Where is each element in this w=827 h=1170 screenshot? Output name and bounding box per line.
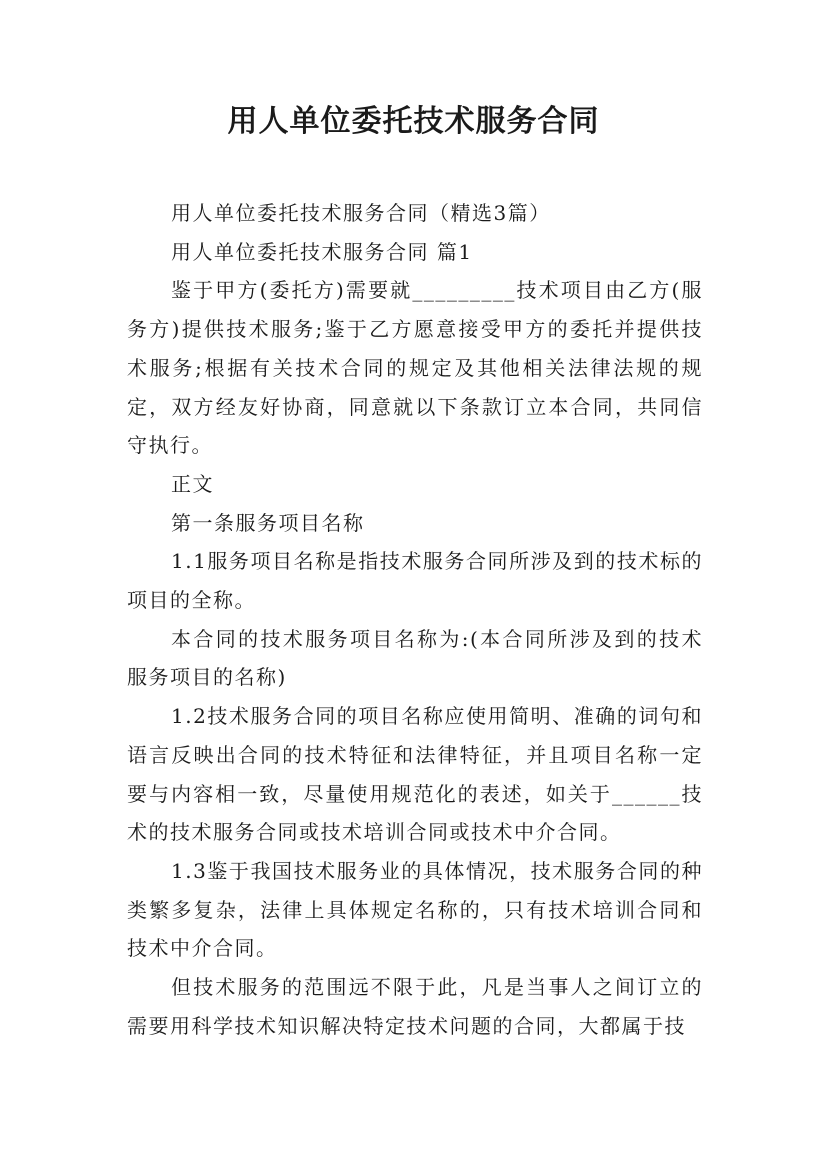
document-body [127,194,703,1045]
clause-1-1: 1.1服务项目名称是指技术服务合同所涉及到的技术标的项目的全称。 [127,549,703,613]
preamble-paragraph: 鉴于甲方(委托方)需要就_________技术项目由乙方(服务方)提供技术服务;鉴于乙方愿意接受甲方的委托并提供技术服务;根据有关技术合同的规定及其他相关法律法规的规定，双方经友好协商，同意就以下条款订立本合同，共同信守执行。 [127,278,703,458]
section-heading: 用人单位委托技术服务合同 篇1 [171,239,473,264]
clause-1-2: 1.2技术服务合同的项目名称应使用简明、准确的词句和语言反映出合同的技术特征和法律特征，并且项目名称一定要与内容相一致，尽量使用规范化的表述，如关于______技术的技术服务合同或技术培训合同或技术中介合同。 [127,704,703,845]
clause-1-3: 1.3鉴于我国技术服务业的具体情况，技术服务合同的种类繁多复杂，法律上具体规定名称的，只有技术培训合同和技术中介合同。 [127,858,703,961]
project-name-paragraph: 本合同的技术服务项目名称为:(本合同所涉及到的技术服务项目的名称) [127,626,703,690]
subtitle-paragraph: 用人单位委托技术服务合同（精选3篇） [171,201,551,225]
main-text-heading: 正文 [171,471,214,496]
document-title: 用人单位委托技术服务合同 [227,104,600,139]
article-heading: 第一条服务项目名称 [171,510,365,535]
scope-paragraph: 但技术服务的范围远不限于此，凡是当事人之间订立的需要用科学技术知识解决特定技术问题的合同，大都属于技 [127,975,703,1038]
